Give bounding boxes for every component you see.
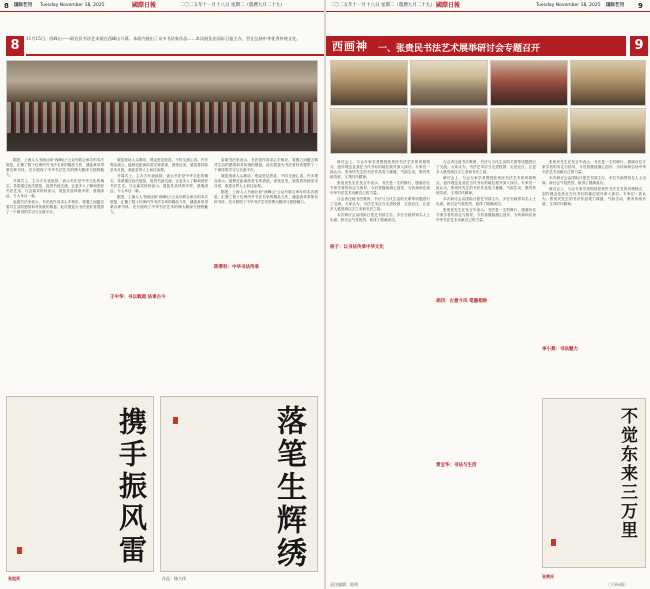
left-page-header — [0, 0, 324, 12]
right-header-page-no: 9 — [638, 2, 643, 10]
right-photo-speaker-7 — [490, 108, 568, 154]
left-paragraph-6: 据悉，上海人人书画社和"西峰山"公众号联合承办的本次展览，汇聚了数十位海内外书法名家的精品力作，涵盖真草隶篆各种书体，充分展现了中华书法艺术的博大精深与独特魅力。 — [110, 195, 208, 214]
right-subhead-1: 杨子：以书法传承中华文化 — [330, 245, 384, 250]
left-header-section: 国际艺刊 — [14, 3, 32, 8]
calligraphy-artwork-3: 不觉东来三万里 — [617, 407, 637, 540]
right-paragraph-1: 研讨会上，与会专家学者围绕张贵民书法艺术的风格特点、创作理念及其在当代书坛的地位展开深入探讨。专家们一致认为，张贵民先生的书法作品笔力雄健，气韵生动，既有传统功底，又具时代精神。 — [330, 160, 430, 179]
left-subhead-2: 陈秉科：中华书法传承 — [214, 265, 259, 270]
left-paragraph-1: 据悉，上海人人书画社和"西峰山"公众号联合承办的本次展览，汇聚了数十位海内外书法名家的精品力作，涵盖真草隶篆各种书体，充分展现了中华书法艺术的博大精深与独特魅力。 — [6, 158, 104, 177]
right-header-section: 国际艺刊 — [606, 3, 624, 8]
left-subhead-1: 王中华：书以载道 法承古今 — [110, 295, 166, 300]
right-photo-speaker-8 — [570, 108, 646, 154]
seal-stamp-3 — [551, 539, 556, 546]
right-paragraph-6: 研讨会上，与会专家学者围绕张贵民书法艺术的风格特点、创作理念及其在当代书坛的地位展开深入探讨。专家们一致认为，张贵民先生的书法作品笔力雄健，气韵生动，既有传统功底，又具时代精神。 — [436, 176, 536, 195]
left-header-lunar-date: 二〇二五年十一月十八日 星期二（農曆九月二十九） — [180, 3, 285, 8]
right-paragraph-8: 张贵民先生在发言中表示，书法是一生的修行，感谢各位专家学者的肯定与指导，今后将继续潜心创作，为传承和弘扬中华书法艺术贡献自己的力量。 — [436, 208, 536, 222]
left-calligraphy-panel-2 — [160, 396, 318, 572]
right-photo-speaker-4 — [570, 60, 646, 106]
left-header-date: Tuesday November 18, 2025 — [40, 3, 105, 8]
right-paragraph-5: 与会者还就书法教育、书法与当代生活的关系等话题进行了交流。大家认为，书法艺术应当走进校园、走进社区，让更多人感受到汉字之美和书法之韵。 — [436, 160, 536, 174]
right-photo-speaker-3 — [490, 60, 568, 106]
right-header-lunar-date: 二〇二五年十一月十八日 星期二（農曆九月二十九） — [330, 3, 435, 8]
left-header-page-no: 8 — [4, 2, 9, 10]
right-paragraph-11: 研讨会上，与会专家学者围绕张贵民书法艺术的风格特点、创作理念及其在当代书坛的地位展开深入探讨。专家们一致认为，张贵民先生的书法作品笔力雄健，气韵生动，既有传统功底，又具时代精神。 — [542, 187, 646, 206]
right-page — [326, 0, 650, 589]
left-caption-artist: 张祖英 — [8, 576, 20, 581]
right-headline: 一、张贵民书法艺术展举研讨会专题召开 — [378, 44, 541, 54]
left-paragraph-7: 参展书法家表示，书法创作讲求心手相应，笔墨之间蕴含着对生活的感悟和对传统的敬意。此次展览为书法爱好者提供了一个难得的学习与交流平台。 — [214, 158, 318, 172]
left-banner-rule — [26, 54, 324, 56]
right-photo-speaker-6 — [410, 108, 488, 154]
seal-stamp-1 — [17, 547, 22, 554]
right-photo-speaker-5 — [330, 108, 408, 154]
right-paragraph-4: 本次研讨会由国际日报艺刊部主办，多位书画界知名人士出席。研讨会气氛热烈，取得了圆满成功。 — [330, 213, 430, 222]
left-calligraphy-caption-2: 作品：杨大伟 — [162, 576, 186, 581]
calligraphy-artwork-2: 落笔生辉绣 — [271, 405, 306, 570]
seal-stamp-2 — [173, 417, 178, 424]
right-section-name: 西画神 — [332, 40, 368, 53]
left-paragraph-8: 展览现场人头攒动，观众驻足欣赏，不时交流心得。许多观众表示，能够近距离欣赏名家真迹，深受启发。展览将持续至本月底，欢迎各界人士前往参观。 — [214, 174, 318, 188]
left-calligraphy-caption-1 — [8, 576, 20, 582]
right-calligraphy-panel — [542, 398, 646, 568]
left-page-number-badge: 8 — [6, 36, 24, 56]
right-subhead-2: 胡四：古意今风 笔墨相映 — [436, 299, 488, 304]
left-group-photo — [6, 60, 318, 152]
left-paragraph-5: 开幕式上，主办方代表致辞，表示书法是中华文化的瑰宝，希望通过此次展览，促进书画交流，让更多人了解和喜爱书法艺术。与会嘉宾纷纷表示，展览作品风格多样，意境深远，令人耳目一新。 — [110, 174, 208, 193]
left-text-column-2 — [110, 158, 208, 390]
editor-credit: 责任编辑：陈明 — [330, 582, 358, 587]
right-photo-speaker-2 — [410, 60, 488, 106]
continued-note: （下转8版） — [606, 582, 629, 587]
right-subhead-3: 黄宝华：书法与生活 — [436, 463, 477, 468]
right-page-header — [326, 0, 650, 12]
right-header-date: Tuesday November 18, 2025 — [536, 3, 601, 8]
left-paragraph-4: 展览现场人头攒动，观众驻足欣赏，不时交流心得。许多观众表示，能够近距离欣赏名家真迹，深受启发。展览将持续至本月底，欢迎各界人士前往参观。 — [110, 158, 208, 172]
left-paragraph-9: 据悉，上海人人书画社和"西峰山"公众号联合承办的本次展览，汇聚了数十位海内外书法名家的精品力作，涵盖真草隶篆各种书体，充分展现了中华书法艺术的博大精深与独特魅力。 — [214, 190, 318, 204]
calligraphy-artwork-1: 携手振风雷 — [115, 407, 148, 567]
right-text-column-3 — [542, 160, 646, 392]
right-paragraph-3: 与会者还就书法教育、书法与当代生活的关系等话题进行了交流。大家认为，书法艺术应当走进校园、走进社区，让更多人感受到汉字之美和书法之韵。 — [330, 197, 430, 211]
right-paragraph-7: 本次研讨会由国际日报艺刊部主办，多位书画界知名人士出席。研讨会气氛热烈，取得了圆满成功。 — [436, 197, 536, 206]
right-photo-speaker-1 — [330, 60, 408, 106]
right-text-column-2 — [436, 160, 536, 580]
left-paragraph-3: 参展书法家表示，书法创作讲求心手相应，笔墨之间蕴含着对生活的感悟和对传统的敬意。此次展览为书法爱好者提供了一个难得的学习与交流平台。 — [6, 200, 104, 214]
left-paragraph-2: 开幕式上，主办方代表致辞，表示书法是中华文化的瑰宝，希望通过此次展览，促进书画交流，让更多人了解和喜爱书法艺术。与会嘉宾纷纷表示，展览作品风格多样，意境深远，令人耳目一新。 — [6, 179, 104, 198]
right-paragraph-2: 张贵民先生在发言中表示，书法是一生的修行，感谢各位专家学者的肯定与指导，今后将继续潜心创作，为传承和弘扬中华书法艺术贡献自己的力量。 — [330, 181, 430, 195]
left-text-column-1 — [6, 158, 104, 390]
right-text-column-1 — [330, 160, 430, 580]
left-page — [0, 0, 324, 589]
right-page-number-badge: 9 — [630, 36, 648, 56]
right-paragraph-10: 本次研讨会由国际日报艺刊部主办，多位书画界知名人士出席。研讨会气氛热烈，取得了圆满成功。 — [542, 176, 646, 185]
left-header-masthead: 國際日報 — [132, 2, 157, 9]
right-paragraph-9: 张贵民先生在发言中表示，书法是一生的修行，感谢各位专家学者的肯定与指导，今后将继续潜心创作，为传承和弘扬中华书法艺术贡献自己的力量。 — [542, 160, 646, 174]
left-calligraphy-panel-1 — [6, 396, 154, 572]
right-subhead-4: 李小燕：书法魅力 — [542, 347, 578, 352]
left-intro-text: 11月15日，西峰山——联农民书法艺术展在西峰山开幕。本展内展出了众多书法家作品……本次展览由国际日报主办，旨在弘扬中华优秀传统文化。 — [26, 36, 301, 41]
left-text-column-3 — [214, 158, 318, 390]
right-calligraphy-caption — [542, 574, 554, 580]
right-caption-artist: 张贵民 — [542, 574, 554, 579]
right-header-masthead: 國際日報 — [436, 2, 461, 9]
